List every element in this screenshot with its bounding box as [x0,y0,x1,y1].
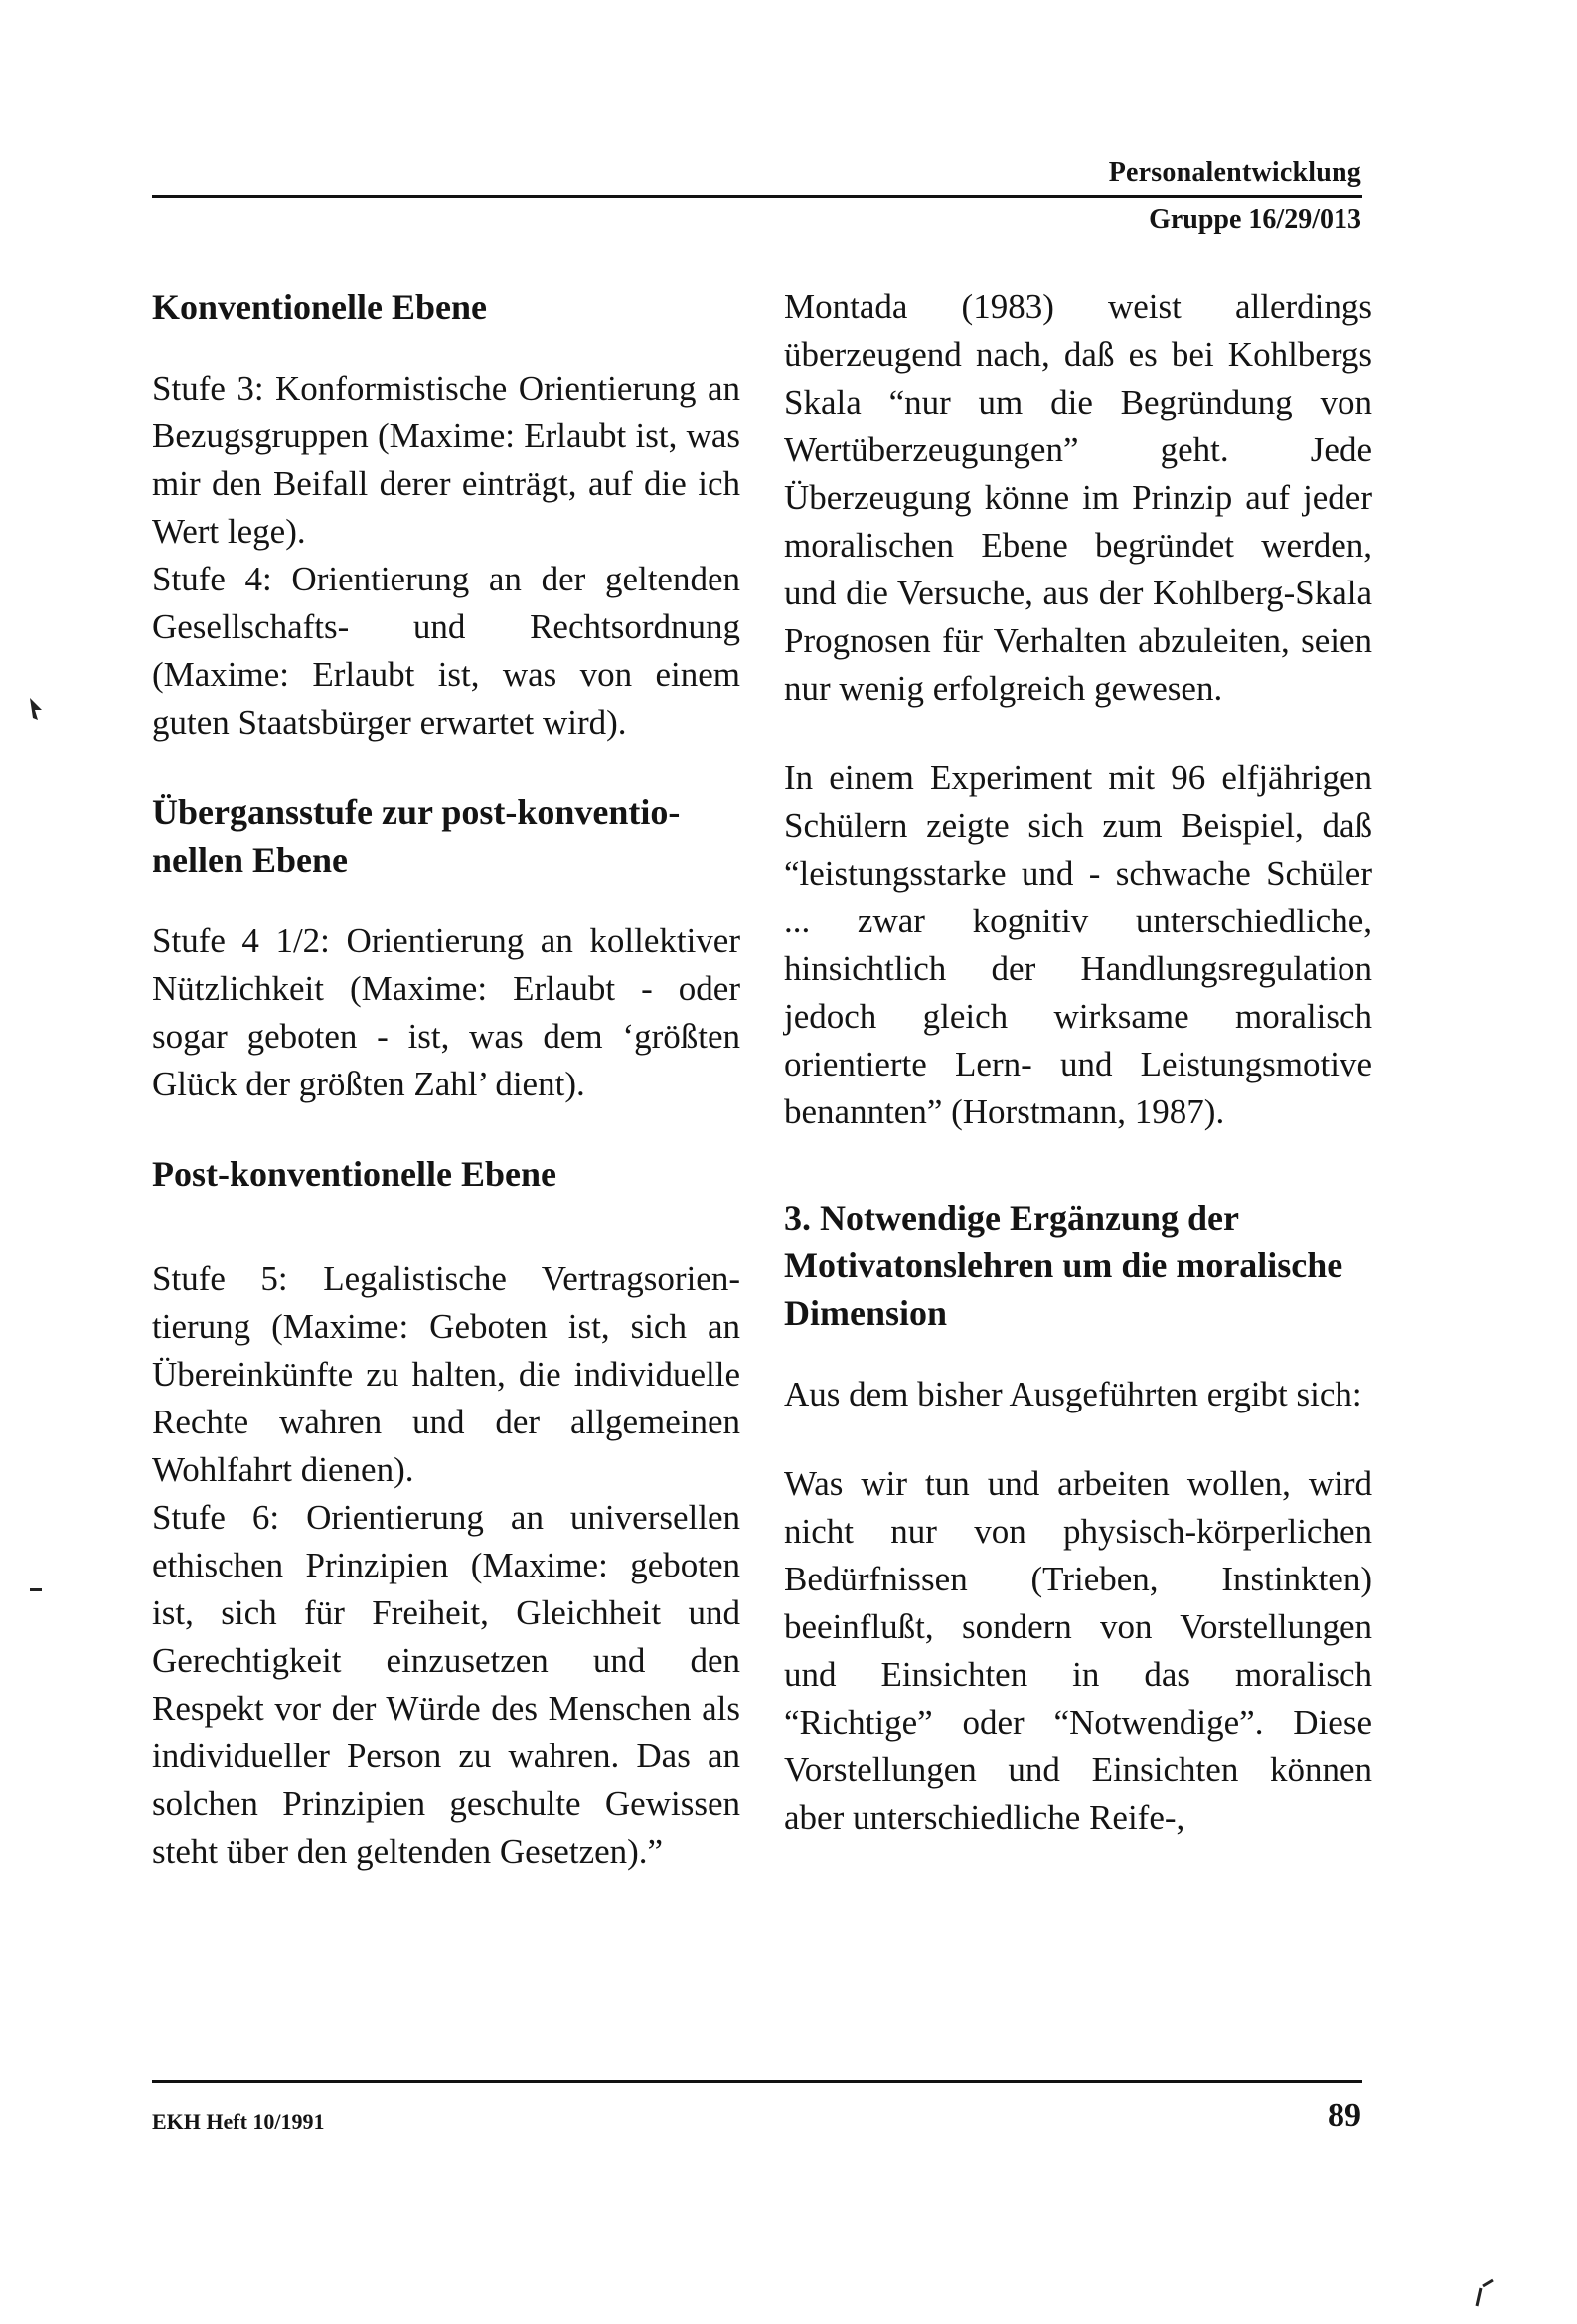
running-header-group: Gruppe 16/29/013 [1149,204,1361,235]
paragraph-stage-4-half: Stufe 4 1/2: Orientierung an kollektiver Nützlichkeit (Maxime: Erlaubt - oder sogar geboten - ist, was dem ‘größten Glück der größten Zahl’ dient). [152,921,740,1103]
corner-scan-mark-icon [1473,2278,1495,2310]
footer-rule [152,2080,1362,2083]
footer-source: EKH Heft 10/1991 [152,2109,325,2134]
paragraph-stage-6: Stufe 6: Orientierung an universellen ethischen Prinzipien (Maxime: geboten ist, sich für Freiheit, Gleichheit und Gerechtigkeit einzusetzen und den Respekt vor der Würde des Menschen als individueller Person zu wahren. Das an solchen Prinzipien geschulte Gewissen steht über den geltenden Gesetzen).” [152,1498,740,1871]
section-heading-conventional: Konventionelle Ebene [152,287,488,327]
paragraph-montada: Montada (1983) weist allerdings überzeugend nach, daß es bei Kohlbergs Skala “nur um die Begründung von Wertüberzeugungen” geht. Jede Überzeugung könne im Prinzip auf jeder moralischen Ebene begründet werden, und die Versuche, aus der Kohlberg-Skala Prognosen für Verhalten abzuleiten, seien nur wenig erfolgreich gewesen. [784,287,1372,708]
right-column [784,283,1372,1842]
margin-arrow-icon [28,696,44,722]
paragraph-motivation: Was wir tun und arbeiten wollen, wird nicht nur von physisch-körperlichen Bedürfnissen (Trieben, Instinkten) beeinflußt, sondern von Vorstellungen und Einsichten in das moralisch “Richtige” oder “Notwendige”. Diese Vorstellungen und Einsichten können aber unterschiedliche Reife-, [784,1464,1372,1837]
header-rule [152,195,1362,198]
paragraph-experiment: In einem Experiment mit 96 elfjährigen Schülern zeigte sich zum Beispiel, daß “leistungsstarke und - schwache Schüler ... zwar kognitiv unterschiedliche, hinsichtlich der Handlungsregulation jedoch gleich wirksame moralisch orientierte Lern- und Leistungsmotive benannten” (Horstmann, 1987). [784,758,1372,1131]
running-header-title: Personalentwicklung [1108,157,1361,188]
paragraph-stage-5: Stufe 5: Legalistische Vertragsorientierung (Maxime: Geboten ist, sich an Übereinkünfte zu halten, die individuelle Rechte wahren und der allgemeinen Wohlfahrt dienen). [152,1259,740,1489]
section-heading-3: 3. Notwendige Ergänzung der Motivatonslehren um die moralische Dimension [784,1198,1343,1333]
margin-dash-mark [30,1588,42,1591]
section-heading-post-conventional: Post-konventionelle Ebene [152,1154,557,1194]
paragraph-summary-intro: Aus dem bisher Ausgeführten ergibt sich: [784,1375,1362,1413]
paragraph-stage-3: Stufe 3: Konformistische Orientierung an Bezugsgruppen (Maxime: Erlaubt ist, was mir den Beifall derer einträgt, auf die ich Wert lege). [152,369,740,551]
left-column [152,283,740,1876]
paragraph-stage-4: Stufe 4: Orientierung an der geltenden Gesellschafts- und Rechtsordnung (Maxime: Erlaubt ist, was von einem guten Staatsbürger erwartet wird). [152,560,740,742]
page-number: 89 [1328,2097,1361,2134]
section-heading-transition: Übergansstufe zur post-konventionellen Ebene [152,792,681,880]
